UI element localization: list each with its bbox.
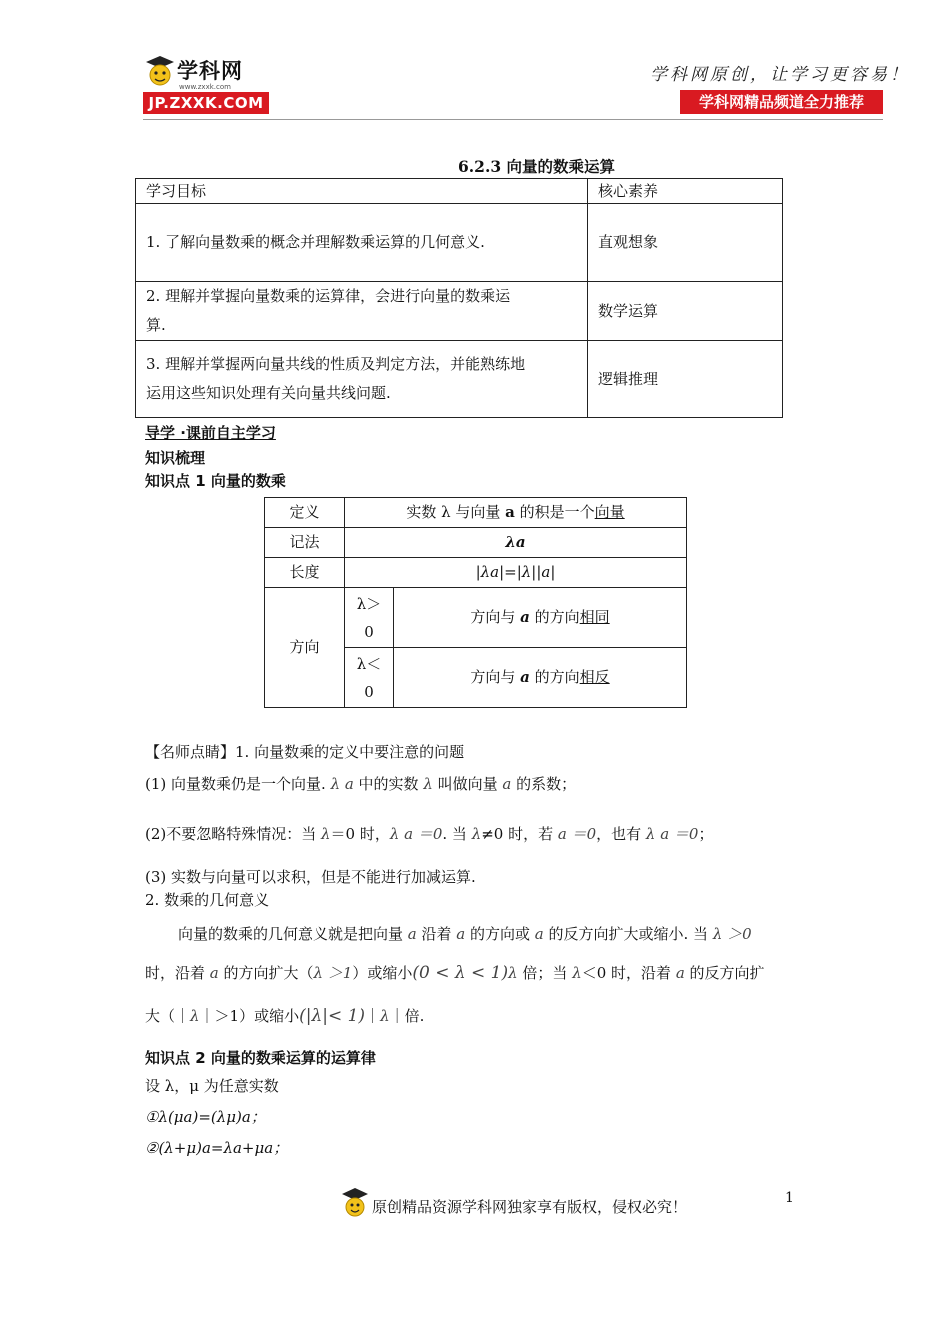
def-cell: 实数 λ 与向量 a 的积是一个向量	[345, 498, 687, 528]
tip-line-3: (3) 实数与向量可以求积，但是不能进行加减运算.	[145, 868, 476, 886]
length-cell: |λa|=|λ||a|	[345, 558, 687, 588]
literacy-cell: 逻辑推理	[588, 341, 783, 418]
page-title: 6.2.3 向量的数乘运算	[458, 157, 616, 176]
page-number: 1	[785, 1190, 794, 1206]
geo-paragraph-2: 时，沿着 a 的方向扩大（λ ＞1）或缩小(0 < λ < 1)λ 倍；当 λ＜0 时，沿着 a 的反方向扩	[145, 963, 765, 983]
geo-paragraph-1: 向量的数乘的几何意义就是把向量 a 沿着 a 的方向或 a 的反方向扩大或缩小. 当 λ ＞0	[178, 925, 752, 943]
positive-direction: 方向与 a 的方向相同	[394, 588, 687, 648]
literacy-header: 核心素养	[588, 179, 783, 204]
header-divider	[143, 119, 883, 120]
point2-title: 知识点 2 向量的数乘运算的运算律	[145, 1049, 376, 1067]
goal-cell: 2. 理解并掌握向量数乘的运算律，会进行向量的数乘运 算.	[136, 282, 588, 341]
law-2: ②(λ+μ)a=λa+μa；	[145, 1139, 289, 1157]
section-knowledge: 知识梳理	[145, 449, 206, 467]
length-label: 长度	[265, 558, 345, 588]
positive-condition: λ＞ 0	[345, 588, 394, 648]
logo-badge: JP.ZXXK.COM	[143, 92, 269, 114]
site-logo	[143, 53, 273, 115]
footer-mascot-icon	[340, 1186, 370, 1222]
footer-copyright: 原创精品资源学科网独家享有版权，侵权必究！	[372, 1198, 688, 1216]
def-label: 定义	[265, 498, 345, 528]
recommend-badge: 学科网精品频道全力推荐	[680, 90, 883, 114]
goals-table	[135, 178, 783, 418]
negative-condition: λ＜ 0	[345, 648, 394, 708]
table-row	[136, 204, 783, 282]
section-guide: 导学 ·课前自主学习	[145, 424, 276, 442]
goal-cell: 3. 理解并掌握两向量共线的性质及判定方法，并能熟练地 运用这些知识处理有关向量共线问题.	[136, 341, 588, 418]
tips-heading: 【名师点睛】1. 向量数乘的定义中要注意的问题	[145, 743, 465, 761]
goals-header: 学习目标	[136, 179, 588, 204]
tip-line-1: (1) 向量数乘仍是一个向量. λ a 中的实数 λ 叫做向量 a 的系数；	[145, 775, 577, 793]
definition-table	[264, 497, 687, 708]
law-1: ①λ(μa)=(λμ)a；	[145, 1108, 266, 1126]
literacy-cell: 数学运算	[588, 282, 783, 341]
negative-direction: 方向与 a 的方向相反	[394, 648, 687, 708]
table-row	[136, 282, 783, 341]
header-slogan: 学科网原创，让学习更容易！	[650, 65, 910, 85]
tip-line-2: (2)不要忽略特殊情况：当 λ＝0 时，λ a ＝0. 当 λ≠0 时，若 a ＝0，也有 λ a ＝0；	[145, 825, 714, 843]
point1-title: 知识点 1 向量的数乘	[145, 472, 286, 490]
logo-url: www.zxxk.com	[179, 83, 231, 91]
notation-cell: λa	[345, 528, 687, 558]
table-row	[136, 341, 783, 418]
geo-heading: 2. 数乘的几何意义	[145, 891, 270, 909]
goal-cell: 1. 了解向量数乘的概念并理解数乘运算的几何意义.	[136, 204, 588, 282]
logo-text: 学科网	[177, 59, 243, 83]
mascot-icon	[143, 53, 177, 91]
literacy-cell: 直观想象	[588, 204, 783, 282]
laws-intro: 设 λ，μ 为任意实数	[145, 1077, 279, 1095]
notation-label: 记法	[265, 528, 345, 558]
direction-label: 方向	[265, 588, 345, 708]
geo-paragraph-3: 大（｜λ｜＞1）或缩小(|λ|< 1)｜λ｜倍.	[145, 1006, 425, 1026]
